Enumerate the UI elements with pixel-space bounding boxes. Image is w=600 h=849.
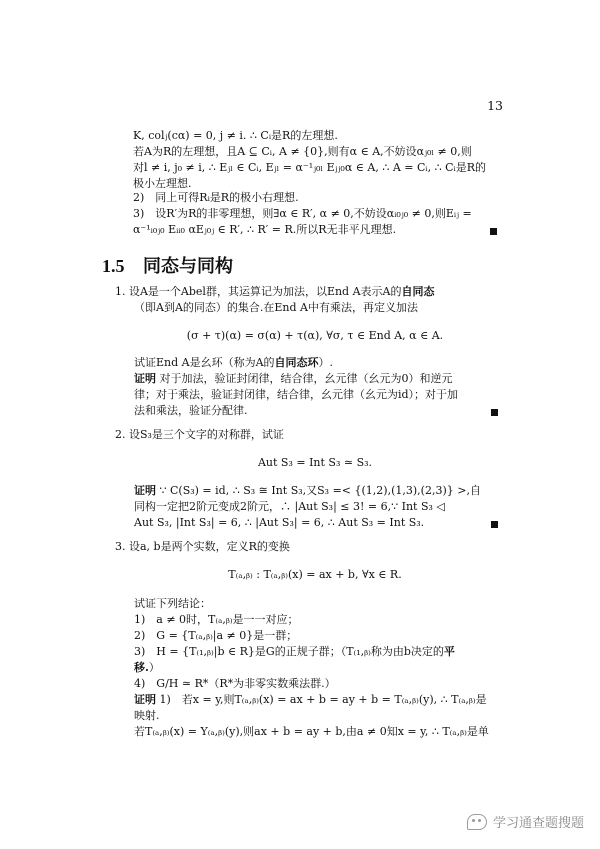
- text-line: 对l ≠ i, j₀ ≠ i, ∴ Eⱼₗ ∈ Cᵢ, Eⱼₗ = α⁻¹ⱼ₀ₗ Eⱼⱼ₀α ∈ A, ∴ A = Cᵢ, ∴ Cᵢ是R的: [133, 161, 487, 174]
- wechat-icon: [467, 814, 487, 830]
- text-line: 若A为R的左理想，且A ⊆ Cᵢ, A ≠ {0},则有α ∈ A,不妨设αⱼ₀ₗ ≠ 0,则: [133, 145, 472, 158]
- proof-line: [134, 372, 453, 386]
- text-span: α⁻¹ᵢ₀ⱼ₀ Eᵢᵢ₀ αEⱼ₀ⱼ ∈ R′, ∴ R′ = R.所以R无非平凡理想.: [133, 223, 397, 236]
- problem-2-line: 2. 设S₃是三个文字的对称群，试证: [115, 428, 284, 441]
- watermark-text: 学习通查题搜题: [492, 816, 584, 831]
- proof-text: ∵ C(S₃) = id, ∴ S₃ ≅ Int S₃,又S₃ =< {(1,2),(1,3),(2,3)} >,自: [159, 484, 481, 497]
- proof-text: Aut S₃, |Int S₃| = 6, ∴ |Aut S₃| = 6, ∴ Aut S₃ = Int S₃.: [134, 516, 425, 529]
- proof-line: [134, 516, 498, 530]
- bold-term: 移.: [134, 661, 149, 674]
- claim-line: 4) G/H ≃ R*（R*为非零实数乘法群.）: [134, 677, 336, 690]
- page-number: 13: [487, 98, 503, 113]
- proof-text: 法和乘法，验证分配律.: [134, 404, 248, 417]
- problem-1-line: [115, 285, 435, 299]
- problem-1-formula: (σ + τ)(α) = σ(α) + τ(α), ∀σ, τ ∈ End A, α ∈ A.: [186, 329, 444, 342]
- problem-1-line: [134, 356, 333, 370]
- problem-2-formula: Aut S₃ = Int S₃ ≃ S₃.: [257, 456, 373, 469]
- problem-1-line: （即A到A的同态）的集合.在End A中有乘法，再定义加法: [134, 301, 418, 314]
- claim-text: 3) H = {T₍₁,ᵦ₎|b ∈ R}是G的正规子群；（T₍₁,ᵦ₎称为由b决定的: [134, 645, 444, 658]
- claim-line: 1) a ≠ 0时，T₍ₐ,ᵦ₎是一一对应；: [134, 613, 299, 626]
- claim-line: 2) G = {T₍ₐ,ᵦ₎|a ≠ 0}是一群；: [134, 629, 298, 642]
- proof-label: 证明: [134, 372, 156, 385]
- proof-line: 同构一定把2阶元变成2阶元，∴ |Aut S₃| ≤ 3! = 6,∵ Int S₃ ◁: [134, 500, 445, 513]
- qed-mark: [490, 228, 497, 235]
- section-number: 1.5: [102, 256, 125, 276]
- proof-line: [134, 404, 498, 418]
- problem-3-line: 试证下列结论：: [134, 597, 211, 610]
- text-line: [133, 223, 497, 237]
- text-line: 极小左理想.: [133, 177, 192, 190]
- proof-label: 证明: [134, 693, 156, 706]
- bold-term: 自同态: [401, 285, 435, 298]
- qed-mark: [491, 409, 498, 416]
- proof-line: 映射.: [134, 709, 160, 722]
- text-line: 2) 同上可得Rᵢ是R的极小右理想.: [133, 191, 299, 204]
- problem-3-line: 3. 设a, b是两个实数，定义R的变换: [115, 540, 290, 553]
- problem-text: ）.: [318, 356, 334, 369]
- problem-3-formula: T₍ₐ,ᵦ₎ : T₍ₐ,ᵦ₎(x) = ax + b, ∀x ∈ R.: [228, 568, 402, 581]
- text-line: K, colⱼ(cα) = 0, j ≠ i. ∴ Cᵢ是R的左理想.: [133, 129, 338, 142]
- problem-text: 试证End A是幺环（称为A的: [134, 356, 275, 369]
- problem-text: 1. 设A是一个Abel群，其运算记为加法，以End A表示A的: [115, 285, 402, 298]
- claim-line: [134, 645, 455, 659]
- proof-line: 律；对于乘法，验证封闭律，结合律，幺元律（幺元为id）；对于加: [134, 388, 459, 401]
- watermark: [467, 812, 584, 831]
- qed-mark: [491, 521, 498, 528]
- claim-line: [134, 661, 160, 675]
- proof-line: 若T₍ₐ,ᵦ₎(x) = Y₍ₐ,ᵦ₎(y),则ax + b = ay + b,由a ≠ 0知x = y, ∴ T₍ₐ,ᵦ₎是单: [134, 725, 489, 738]
- section-heading: [102, 252, 233, 278]
- proof-text: 1) 若x = y,则T₍ₐ,ᵦ₎(x) = ax + b = ay + b = T₍ₐ,ᵦ₎(y), ∴ T₍ₐ,ᵦ₎是: [159, 693, 487, 706]
- claim-text: ）: [148, 661, 160, 674]
- text-line: 3) 设R′为R的非零理想，则∃α ∈ R′, α ≠ 0,不妨设αᵢ₀ⱼ₀ ≠ 0,则Eᵢⱼ =: [133, 207, 472, 220]
- proof-label: 证明: [134, 484, 156, 497]
- proof-line: [134, 693, 487, 707]
- proof-line: [134, 484, 481, 498]
- bold-term: 自同态环: [274, 356, 319, 369]
- section-title: 同态与同构: [143, 256, 233, 276]
- bold-term: 平: [443, 645, 455, 658]
- proof-text: 对于加法，验证封闭律，结合律，幺元律（幺元为0）和逆元: [159, 372, 453, 385]
